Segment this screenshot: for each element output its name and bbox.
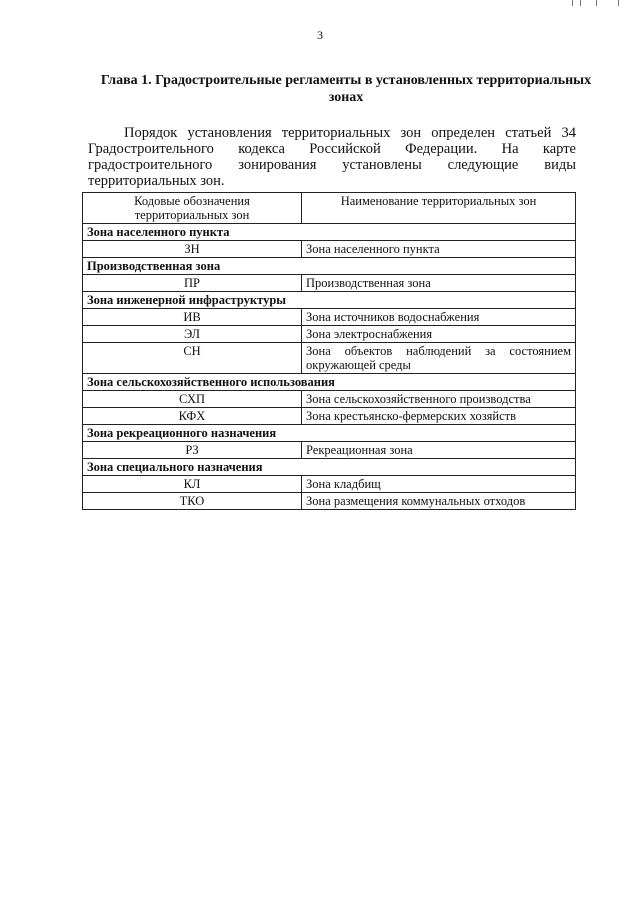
- group-row: [83, 374, 576, 391]
- group-title: Производственная зона: [83, 258, 576, 275]
- zone-code: ПР: [83, 275, 302, 292]
- header-name: Наименование территориальных зон: [302, 193, 576, 224]
- zone-code: ТКО: [83, 493, 302, 510]
- zone-name: Зона крестьянско-фермерских хозяйств: [302, 408, 576, 425]
- group-row: [83, 459, 576, 476]
- zone-code: ИВ: [83, 309, 302, 326]
- table-row: [83, 326, 576, 343]
- header-code: Кодовые обозначения территориальных зон: [83, 193, 302, 224]
- zones-table: [82, 192, 576, 510]
- chapter-title: Глава 1. Градостроительные регламенты в установленных территориальных зонах: [100, 73, 592, 105]
- zone-code: СХП: [83, 391, 302, 408]
- table-row: [83, 442, 576, 459]
- zone-name: Зона сельскохозяйственного производства: [302, 391, 576, 408]
- zone-name: Зона объектов наблюдений за состоянием окружающей среды: [302, 343, 576, 374]
- group-row: [83, 258, 576, 275]
- table-row: [83, 493, 576, 510]
- table-row: [83, 408, 576, 425]
- zone-name: Зона населенного пункта: [302, 241, 576, 258]
- group-title: Зона рекреационного назначения: [83, 425, 576, 442]
- zone-name: Производственная зона: [302, 275, 576, 292]
- table-header-row: [83, 193, 576, 224]
- zone-code: ЭЛ: [83, 326, 302, 343]
- intro-paragraph: Порядок установления территориальных зон определен статьей 34 Градостроительного кодекса Российской Федерации. На карте градостроительного зонирования установлены следующие виды территориальных зон.: [88, 124, 576, 189]
- zone-name: Зона электроснабжения: [302, 326, 576, 343]
- table-row: [83, 275, 576, 292]
- zone-code: ЗН: [83, 241, 302, 258]
- group-title: Зона инженерной инфраструктуры: [83, 292, 576, 309]
- zone-code: КЛ: [83, 476, 302, 493]
- table-row: [83, 241, 576, 258]
- group-title: Зона сельскохозяйственного использования: [83, 374, 576, 391]
- group-row: [83, 224, 576, 241]
- zone-code: РЗ: [83, 442, 302, 459]
- zone-name: Рекреационная зона: [302, 442, 576, 459]
- group-title: Зона населенного пункта: [83, 224, 576, 241]
- zone-name: Зона кладбищ: [302, 476, 576, 493]
- table-row: [83, 343, 576, 374]
- zone-code: КФХ: [83, 408, 302, 425]
- group-row: [83, 292, 576, 309]
- page-number: 3: [317, 28, 323, 42]
- group-row: [83, 425, 576, 442]
- zone-code: СН: [83, 343, 302, 374]
- group-title: Зона специального назначения: [83, 459, 576, 476]
- table-row: [83, 476, 576, 493]
- zone-name: Зона источников водоснабжения: [302, 309, 576, 326]
- zone-name: Зона размещения коммунальных отходов: [302, 493, 576, 510]
- table-row: [83, 391, 576, 408]
- table-row: [83, 309, 576, 326]
- scan-artifact: [566, 0, 626, 6]
